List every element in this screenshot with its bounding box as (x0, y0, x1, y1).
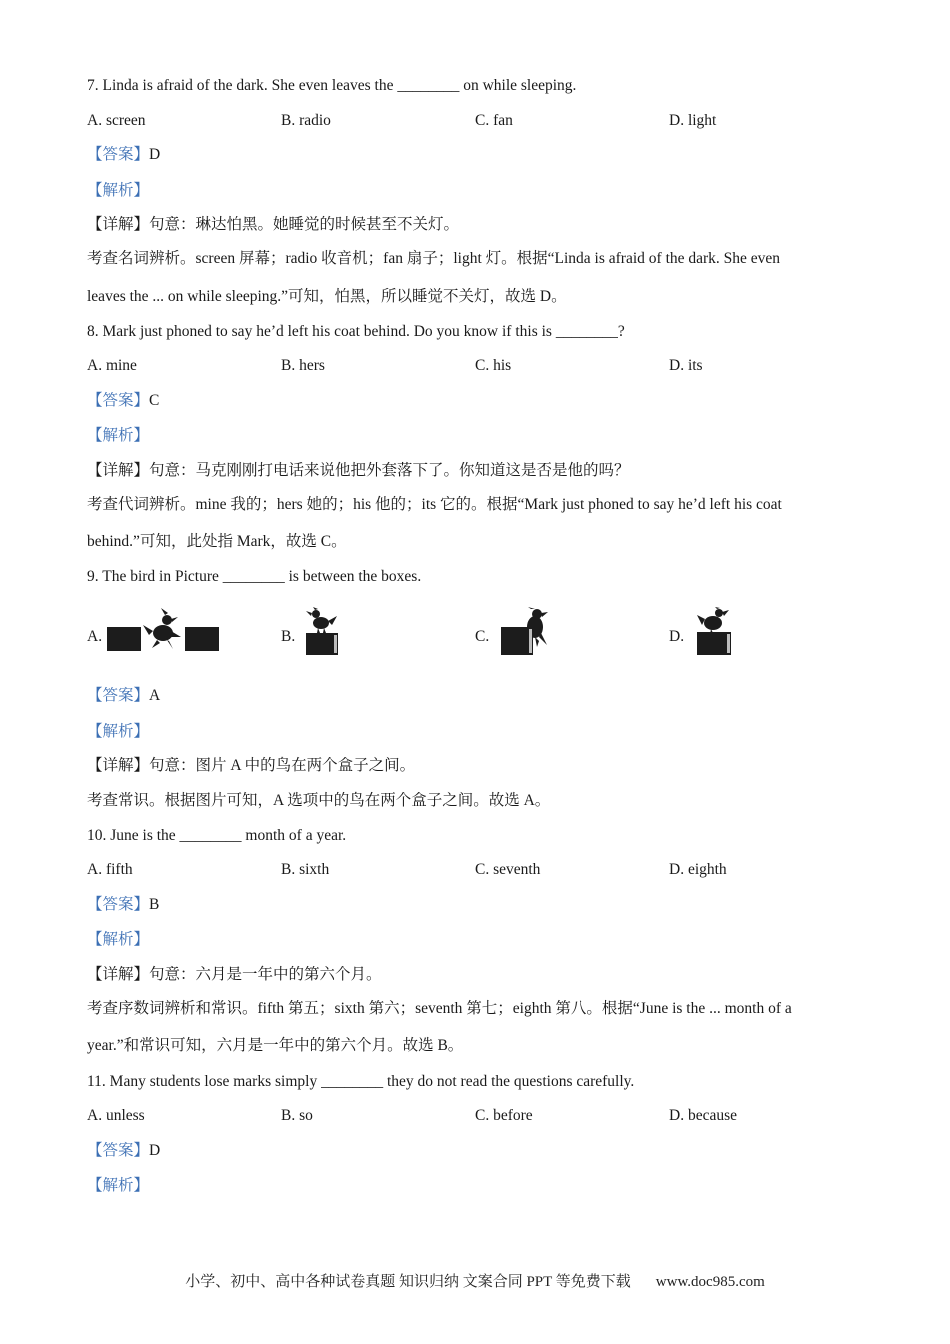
explanation-line: 考查代词辨析。mine 我的；hers 她的；his 他的；its 它的。根据“Mark just phoned to say he’d left his coat (87, 496, 782, 513)
analysis-line (87, 181, 860, 201)
question-11-options (87, 1106, 867, 1126)
option-c: C. fan (475, 112, 513, 129)
answer-value: D (149, 1142, 161, 1159)
answer-line (87, 1141, 860, 1161)
option-d: D. eighth (669, 861, 727, 878)
answer-line (87, 391, 860, 411)
answer-tag: 【答案】 (87, 392, 150, 409)
option-a: A. unless (87, 1107, 145, 1124)
explanation-line: 考查序数词辨析和常识。fifth 第五；sixth 第六；seventh 第七；eighth 第八。根据“June is the ... month of a (87, 1000, 792, 1017)
analysis-tag: 【解析】 (87, 723, 150, 740)
detail-tag: 【详解】 (87, 757, 150, 774)
option-b: B. radio (281, 112, 331, 129)
detail-line (87, 756, 860, 776)
bird-between-boxes-icon (105, 607, 223, 657)
answer-line (87, 686, 860, 706)
detail-line (87, 215, 860, 235)
option-b: B. hers (281, 357, 325, 374)
answer-value: A (149, 687, 161, 704)
answer-tag: 【答案】 (87, 896, 150, 913)
option-c (475, 627, 489, 647)
analysis-tag: 【解析】 (87, 182, 150, 199)
option-a (87, 627, 102, 647)
explanation-line: 考查名词辨析。screen 屏幕；radio 收音机；fan 扇子；light 灯。根据“Linda is afraid of the dark. She even (87, 250, 781, 267)
answer-value: C (149, 392, 160, 409)
analysis-tag: 【解析】 (87, 427, 150, 444)
bird-in-box-icon (689, 607, 739, 657)
analysis-tag: 【解析】 (87, 931, 150, 948)
question-8: 8. Mark just phoned to say he’d left his coat behind. Do you know if this is ________? (87, 323, 625, 340)
footer-url[interactable]: www.doc985.com (655, 1274, 765, 1290)
option-b: B. sixth (281, 861, 330, 878)
option-c: C. his (475, 357, 512, 374)
question-9-options (87, 627, 867, 647)
option-d-label: D. (669, 628, 685, 645)
answer-value: B (149, 896, 160, 913)
analysis-line (87, 1176, 860, 1196)
option-c-label: C. (475, 628, 490, 645)
detail-tag: 【详解】 (87, 216, 150, 233)
option-c: C. before (475, 1107, 533, 1124)
page-footer (0, 1270, 950, 1291)
detail-text: 句意：图片 A 中的鸟在两个盒子之间。 (149, 757, 416, 774)
explanation-line: year.”和常识可知，六月是一年中的第六个月。故选 B。 (87, 1037, 464, 1054)
question-7-options (87, 111, 867, 131)
option-d (669, 627, 684, 647)
explanation-line: behind.”可知，此处指 Mark，故选 C。 (87, 533, 347, 550)
option-a: A. mine (87, 357, 137, 374)
analysis-line (87, 930, 860, 950)
explanation-line: leaves the ... on while sleeping.”可知，怕黑，所以睡觉不关灯，故选 D。 (87, 288, 567, 305)
bird-on-box-icon (301, 607, 345, 657)
answer-tag: 【答案】 (87, 687, 150, 704)
answer-value: D (149, 146, 161, 163)
question-8-options (87, 356, 867, 376)
question-7: 7. Linda is afraid of the dark. She even leaves the ________ on while sleeping. (87, 77, 577, 94)
option-b (281, 627, 295, 647)
answer-line (87, 895, 860, 915)
option-d: D. light (669, 112, 717, 129)
answer-line (87, 145, 860, 165)
detail-text: 句意：琳达怕黑。她睡觉的时候甚至不关灯。 (149, 216, 460, 233)
footer-text: 小学、初中、高中各种试卷真题 知识归纳 文案合同 PPT 等免费下载 (185, 1274, 631, 1290)
detail-line (87, 461, 860, 481)
question-11: 11. Many students lose marks simply ________ they do not read the questions carefully. (87, 1073, 635, 1090)
detail-text: 句意：六月是一年中的第六个月。 (149, 966, 382, 983)
analysis-tag: 【解析】 (87, 1177, 150, 1194)
detail-line (87, 965, 860, 985)
detail-text: 句意：马克刚刚打电话来说他把外套落下了。你知道这是否是他的吗？ (149, 462, 630, 479)
option-a-label: A. (87, 628, 103, 645)
analysis-line (87, 426, 860, 446)
answer-tag: 【答案】 (87, 146, 150, 163)
option-c: C. seventh (475, 861, 541, 878)
question-10: 10. June is the ________ month of a year. (87, 827, 347, 844)
question-9: 9. The bird in Picture ________ is between the boxes. (87, 568, 422, 585)
detail-tag: 【详解】 (87, 966, 150, 983)
option-b: B. so (281, 1107, 313, 1124)
bird-behind-box-icon (495, 607, 555, 657)
option-d: D. its (669, 357, 703, 374)
analysis-line (87, 722, 860, 742)
answer-tag: 【答案】 (87, 1142, 150, 1159)
option-a: A. fifth (87, 861, 133, 878)
option-b-label: B. (281, 628, 296, 645)
option-a: A. screen (87, 112, 146, 129)
question-10-options (87, 860, 867, 880)
option-d: D. because (669, 1107, 737, 1124)
explanation-line: 考查常识。根据图片可知，A 选项中的鸟在两个盒子之间。故选 A。 (87, 792, 551, 809)
detail-tag: 【详解】 (87, 462, 150, 479)
